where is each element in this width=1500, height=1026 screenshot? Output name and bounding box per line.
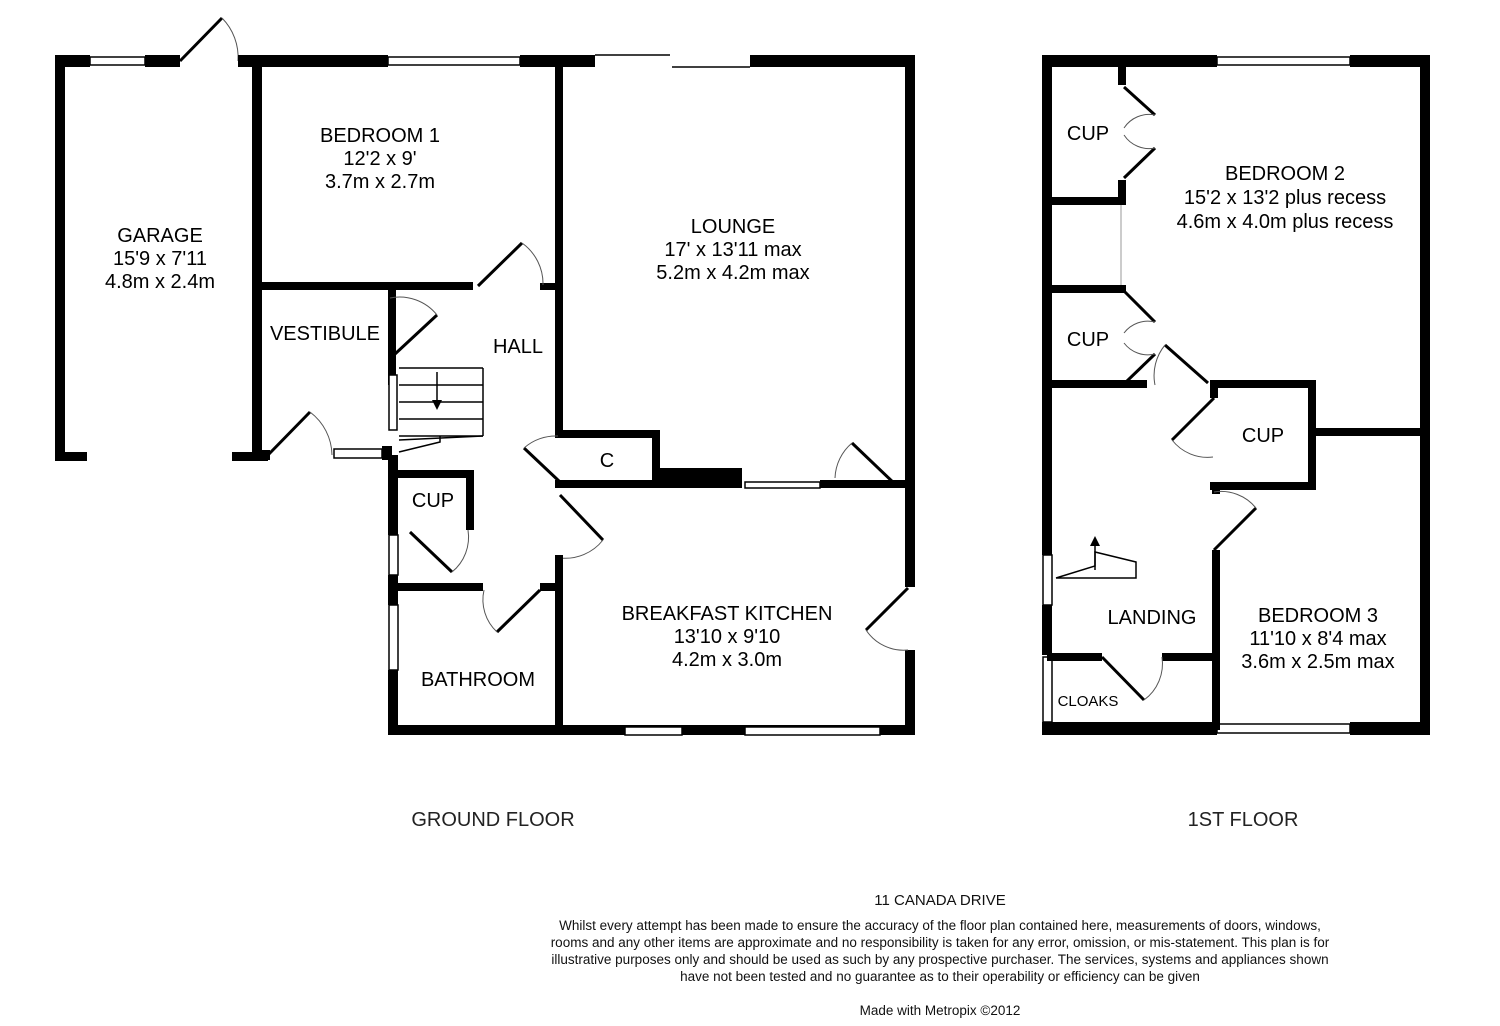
vestibule-front-door (268, 412, 332, 455)
cloaks-window (1043, 657, 1052, 722)
bedroom1-window (388, 57, 520, 65)
bedroom1-metric: 3.7m x 2.7m (324, 171, 436, 193)
lounge-imperial: 17' x 13'11 max (664, 239, 802, 261)
kitchen-window-2 (745, 727, 880, 735)
lounge-name: LOUNGE (690, 216, 776, 238)
kitchen-metric: 4.2m x 3.0m (671, 649, 783, 671)
cupboard-c-door (524, 436, 560, 482)
ground-cup-door (410, 530, 469, 572)
bathroom-door (483, 590, 540, 632)
bedroom2-metric: 4.6m x 4.0m plus recess (1176, 211, 1394, 233)
ground-floor-title: GROUND FLOOR (411, 809, 575, 831)
first-floor-stairs (1056, 536, 1136, 578)
bedroom3-label (1241, 605, 1394, 673)
top-cup-doors (1124, 87, 1155, 178)
lounge-sliding-door (595, 55, 750, 67)
vestibule-label: VESTIBULE (269, 323, 381, 345)
garage-door-swing (180, 18, 238, 61)
bedroom2-door (1154, 345, 1208, 385)
bedroom3-name: BEDROOM 3 (1257, 605, 1379, 627)
bathroom-label: BATHROOM (420, 669, 536, 691)
top-walls (238, 55, 915, 735)
kitchen-imperial: 13'10 x 9'10 (673, 626, 781, 648)
garage-inner-wall (252, 60, 262, 460)
right-cup-door (1172, 398, 1214, 457)
bathroom-window (389, 605, 398, 670)
bedroom1-bottom-wall (255, 282, 473, 290)
bedroom1-name: BEDROOM 1 (319, 125, 441, 147)
kitchen-name: BREAKFAST KITCHEN (621, 603, 833, 625)
vestibule-window (334, 449, 382, 458)
ground-floor-stairs (389, 368, 483, 452)
ground-cup-label: CUP (411, 490, 455, 512)
lounge-kitchen-door (835, 443, 897, 486)
bedroom3-walls (1212, 482, 1220, 730)
cloaks-label: CLOAKS (1057, 693, 1119, 710)
bedroom3-metric: 3.6m x 2.5m max (1241, 651, 1395, 673)
bedroom1-imperial: 12'2 x 9' (343, 148, 417, 170)
bedroom2-imperial: 15'2 x 13'2 plus recess (1183, 187, 1387, 209)
bedroom1-label (320, 125, 440, 193)
bedroom3-window (1217, 724, 1350, 733)
mid-cup-label: CUP (1066, 329, 1110, 351)
lounge-metric: 5.2m x 4.2m max (656, 262, 810, 284)
garage-window (90, 57, 145, 65)
first-floor-plan (1042, 55, 1430, 831)
first-floor-title: 1ST FLOOR (1187, 809, 1299, 831)
ground-floor-plan (55, 18, 915, 831)
mid-cup-doors (1124, 291, 1155, 382)
top-cup-label: CUP (1066, 123, 1110, 145)
bedroom3-door (1214, 491, 1256, 550)
kitchen-window-1 (625, 727, 682, 735)
right-cup-label: CUP (1241, 425, 1285, 447)
bedroom2-window (1217, 57, 1350, 65)
bedroom2-name: BEDROOM 2 (1224, 163, 1346, 185)
hall-label: HALL (492, 336, 544, 358)
cloaks-walls (1047, 653, 1217, 661)
landing-label: LANDING (1107, 607, 1197, 629)
kitchen-back-door (866, 588, 908, 650)
landing-window (1043, 555, 1052, 605)
bedroom3-imperial: 11'10 x 8'4 max (1249, 628, 1387, 650)
cupboard-c-label: C (599, 450, 615, 472)
lounge-label (656, 216, 809, 284)
disclaimer-text: Whilst every attempt has been made to ensure the accuracy of the floor plan contained here, measurements of doors, windows, rooms and any other items are approximate and no responsibility is taken for any error, omission, or mis-statement. This plan is for illustrative purposes only and should be used as such by any prospective purchaser. The services, systems and appliances shown have not been tested and no guarantee as to their operability or efficiency can be given (550, 918, 1330, 984)
bathroom-walls (388, 555, 915, 735)
hall-serving-hatch (745, 482, 820, 488)
property-address: 11 CANADA DRIVE (874, 892, 1006, 909)
hall-east-wall (555, 60, 563, 435)
kitchen-label (622, 603, 833, 671)
metropix-credit: Made with Metropix ©2012 (859, 1003, 1021, 1018)
garage-name: GARAGE (117, 225, 203, 247)
ground-cup-window (389, 535, 398, 575)
vestibule-inner-door (390, 297, 437, 354)
garage-imperial: 15'9 x 7'11 (112, 248, 208, 270)
kitchen-hall-door (560, 495, 603, 558)
garage-label (105, 225, 215, 293)
garage-metric: 4.8m x 2.4m (104, 271, 216, 293)
bedroom2-label (1177, 163, 1394, 233)
bedroom1-door-swing (478, 243, 543, 286)
